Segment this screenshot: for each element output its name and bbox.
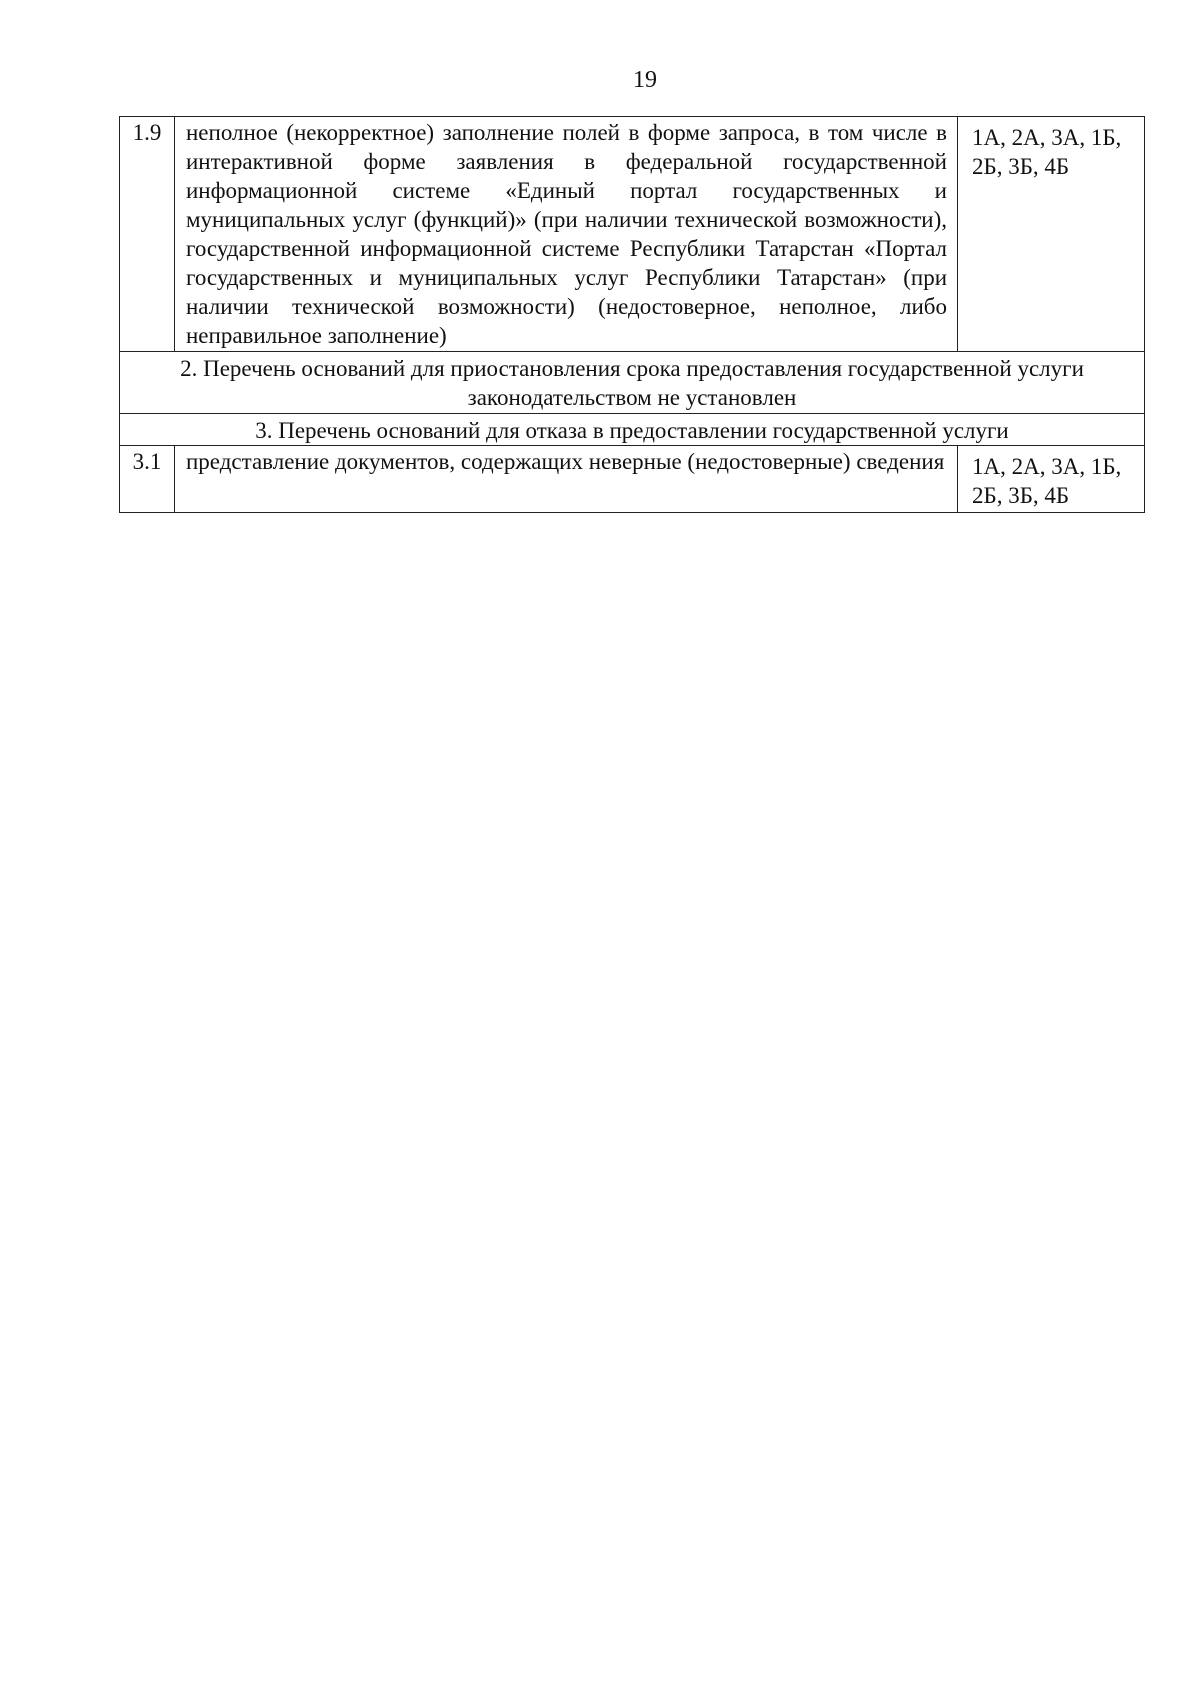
row-codes: 1А, 2А, 3А, 1Б, 2Б, 3Б, 4Б [958,446,1145,513]
section-heading-row [120,414,1145,446]
table-row [120,117,1145,352]
row-description: неполное (некорректное) заполнение полей в форме запроса, в том числе в интерактивной форме заявления в федеральной государственной информационной системе «Единый портал государственных и муниципальных услуг (функций)» (при наличии технической возможности), государственной информационной системе Республики Татарстан «Портал государственных и муниципальных услуг Республики Татарстан» (при наличии технической возможности) (недостоверное, неполное, либо неправильное заполнение) [175,117,958,352]
row-number: 3.1 [120,446,175,513]
row-codes: 1А, 2А, 3А, 1Б, 2Б, 3Б, 4Б [958,117,1145,352]
grounds-table [119,116,1145,513]
section-heading-2: 2. Перечень оснований для приостановления срока предоставления государственной услуги законодательством не установлен [120,352,1145,414]
page-number: 19 [633,67,657,93]
row-number: 1.9 [120,117,175,352]
section-heading-row [120,352,1145,414]
row-description: представление документов, содержащих неверные (недостоверные) сведения [175,446,958,513]
section-heading-3: 3. Перечень оснований для отказа в предоставлении государственной услуги [120,414,1145,446]
table-row [120,446,1145,513]
